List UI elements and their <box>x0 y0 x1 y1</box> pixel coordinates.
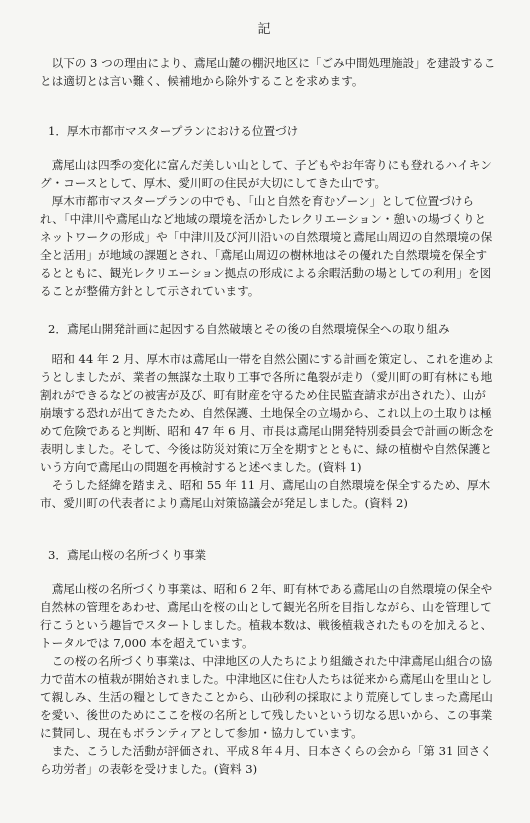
section-2-heading: 2．鳶尾山開発計画に起因する自然破壊とその後の自然環境保全への取り組み <box>48 322 450 336</box>
section-2-body: 昭和 44 年 2 月、厚木市は鳶尾山一帯を自然公園にする計画を策定し、これを進めようとしましたが、業者の無謀な土取り工事で各所に亀裂が走り（愛川町の町有林にも地割れができるなどの被害が及び、町有財産を守るため住民監査請求が出された）、山が崩壊する恐れが出てきたため、自然保護、土地保全の立場から、これ以上の土取りは極めて危険であると判断、昭和 47 年 6 月、市長は鳶尾山開発特別委員会で計画の断念を表明しました。そして、今後は防災対策に万全を期すとともに、緑の植樹や自然保護という方向で鳶尾山の問題を再検討すると述べました。(資料 1) そうした経緯を踏まえ、昭和 55 年 11 月、鳶尾山の自然環境を保全するため、厚木市、愛川町の代表者により鳶尾山対策協議会が発足しました。(資料 2) <box>40 352 495 510</box>
section-1-heading: 1．厚木市都市マスタープランにおける位置づけ <box>48 124 299 138</box>
section-3-body: 鳶尾山桜の名所づくり事業は、昭和６２年、町有林である鳶尾山の自然環境の保全や自然林の管理をあわせ、鳶尾山を桜の山として観光名所を目指しながら、山を管理して行こうという趣旨でスタートしました。植栽本数は、戦後植栽されたものを加えると、トータルでは 7,000 本を超えています。 この桜の名所づくり事業は、中津地区の人たちにより組織された中津鳶尾山組合の協力で苗木の植栽が開始されました。中津地区に住む人たちは従来から鳶尾山を里山として親しみ、生活の糧としてきたことから、山砂利の採取により荒廃してしまった鳶尾山を愛い、後世のためにここを桜の名所として残したいという切なる思いから、この事業に賛同し、現在もボランティアとして参加・協力しています。 また、こうした活動が評価され、平成８年４月、日本さくらの会から「第 31 回さくら功労者」の表彰を受けました。(資料 3) <box>40 582 493 776</box>
section-1-body: 鳶尾山は四季の変化に富んだ美しい山として、子どもやお年寄りにも登れるハイキング・コースとして、厚木、愛川町の住民が大切にしてきた山です。 厚木市都市マスタープランの中でも、「山と自然を育むゾーン」として位置づけられ、「中津川や鳶尾山など地域の環境を活かしたレクリエーション・憩いの場づくりとネットワークの形成」や「中津川及び河川沿いの自然環境と鳶尾山周辺の自然環境の保全と活用」が地域の課題とされ、「鳶尾山周辺の樹林地はその優れた自然環境を保全するとともに、観光レクリエーション拠点の形成による余暇活動の場としての利用」を図ることが整備方針として示されています。 <box>40 158 493 298</box>
section-3-heading: 3．鳶尾山桜の名所づくり事業 <box>48 548 207 562</box>
document-title: 記 <box>257 22 273 37</box>
intro-paragraph: 以下の 3 つの理由により、鳶尾山麓の棚沢地区に「ごみ中間処理施設」を建設することは適切とは言い難く、候補地から除外することを求めます。 <box>40 56 496 88</box>
